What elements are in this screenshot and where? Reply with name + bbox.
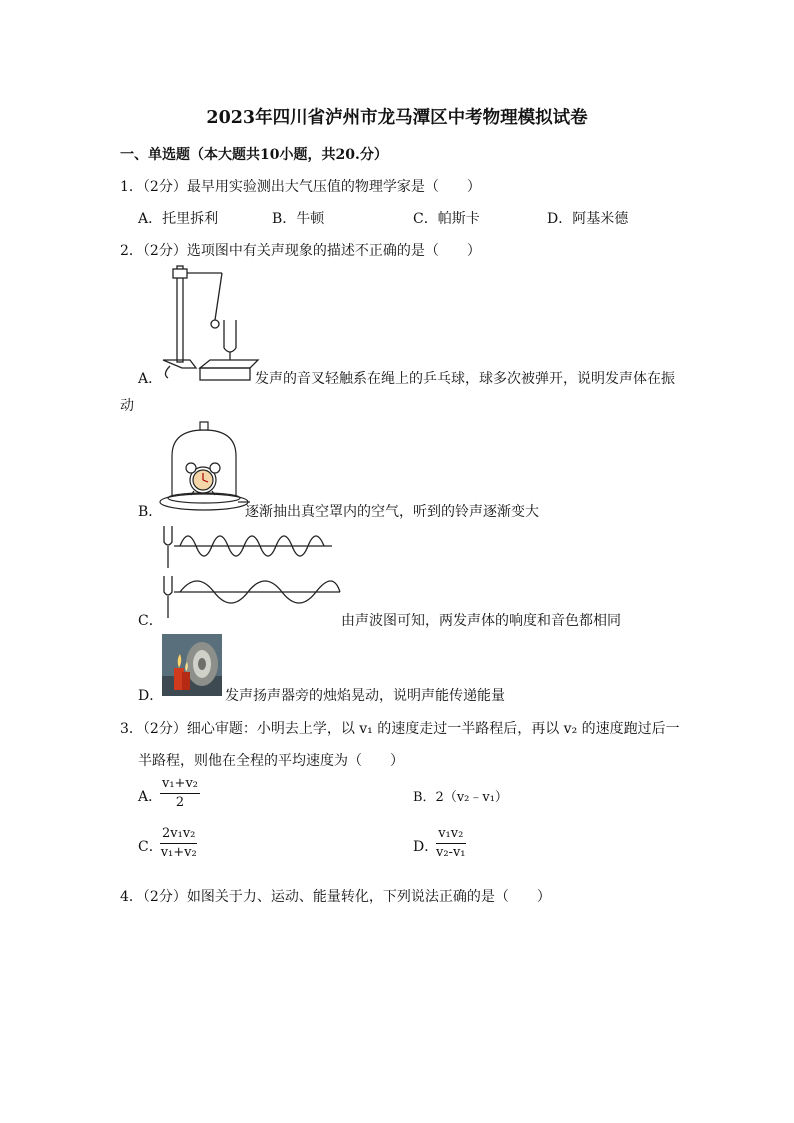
q3-option-c-denominator: v₁+v₂: [160, 845, 197, 860]
q3-stem-line2: 半路程，则他在全程的平均速度为（ ）: [138, 753, 404, 769]
q2-option-a-text-cont: 动: [120, 398, 134, 414]
q4-stem: 4．（2分）如图关于力、运动、能量转化，下列说法正确的是（ ）: [120, 889, 551, 905]
page-title: 2023年四川省泸州市龙马潭区中考物理模拟试卷: [206, 108, 588, 128]
q2-option-d-label: D．: [138, 688, 164, 704]
q2-option-a-text: 发声的音叉轻触系在绳上的乒乓球，球多次被弹开，说明发声体在振: [255, 371, 675, 387]
q3-option-d-numerator: v₁v₂: [436, 825, 466, 844]
q3-option-a-denominator: 2: [175, 795, 185, 810]
q2-option-c-text: 由声波图可知，两发声体的响度和音色都相同: [341, 613, 621, 629]
section-heading: 一、单选题（本大题共10小题，共20.分）: [120, 147, 388, 163]
q2-option-d-text: 发声扬声器旁的烛焰晃动，说明声能传递能量: [225, 688, 505, 704]
q3-option-a-label: A．: [138, 789, 163, 805]
q2-option-b-text: 逐渐抽出真空罩内的空气，听到的铃声逐渐变大: [245, 504, 539, 520]
q3-option-a-numerator: v₁+v₂: [160, 775, 200, 794]
q1-option-d: D．阿基米德: [547, 211, 629, 227]
q1-stem: 1．（2分）最早用实验测出大气压值的物理学家是（ ）: [120, 179, 481, 195]
q2-option-a-label: A．: [138, 371, 163, 387]
q1-option-c: C．帕斯卡: [413, 211, 480, 227]
q3-option-c-label: C．: [138, 839, 163, 855]
q2-stem: 2．（2分）选项图中有关声现象的描述不正确的是（ ）: [120, 243, 481, 259]
q1-option-a: A．托里拆利: [138, 211, 219, 227]
q3-option-d-label: D．: [413, 839, 439, 855]
q3-option-c-fraction: [160, 825, 197, 862]
q3-option-c-numerator: 2v₁v₂: [160, 825, 197, 844]
q2-option-b-label: B．: [138, 504, 163, 520]
q3-option-d-denominator: v₂-v₁: [436, 845, 466, 860]
q2-option-c-label: C．: [138, 613, 163, 629]
tuning-fork-stand-figure: [160, 264, 260, 384]
q3-option-a-fraction: [160, 775, 200, 812]
candle-speaker-photo: [162, 634, 222, 696]
q3-option-d-fraction: [436, 825, 466, 862]
q1-option-b: B．牛顿: [272, 211, 325, 227]
sound-waveforms-figure: [160, 522, 340, 626]
q3-option-b: B．2（v₂﹣v₁）: [413, 790, 508, 805]
bell-jar-clock-figure: [158, 418, 250, 518]
q3-stem-line1: 3．（2分）细心审题：小明去上学，以 v₁ 的速度走过一半路程后，再以 v₂ 的速度跑过后一: [120, 721, 680, 737]
